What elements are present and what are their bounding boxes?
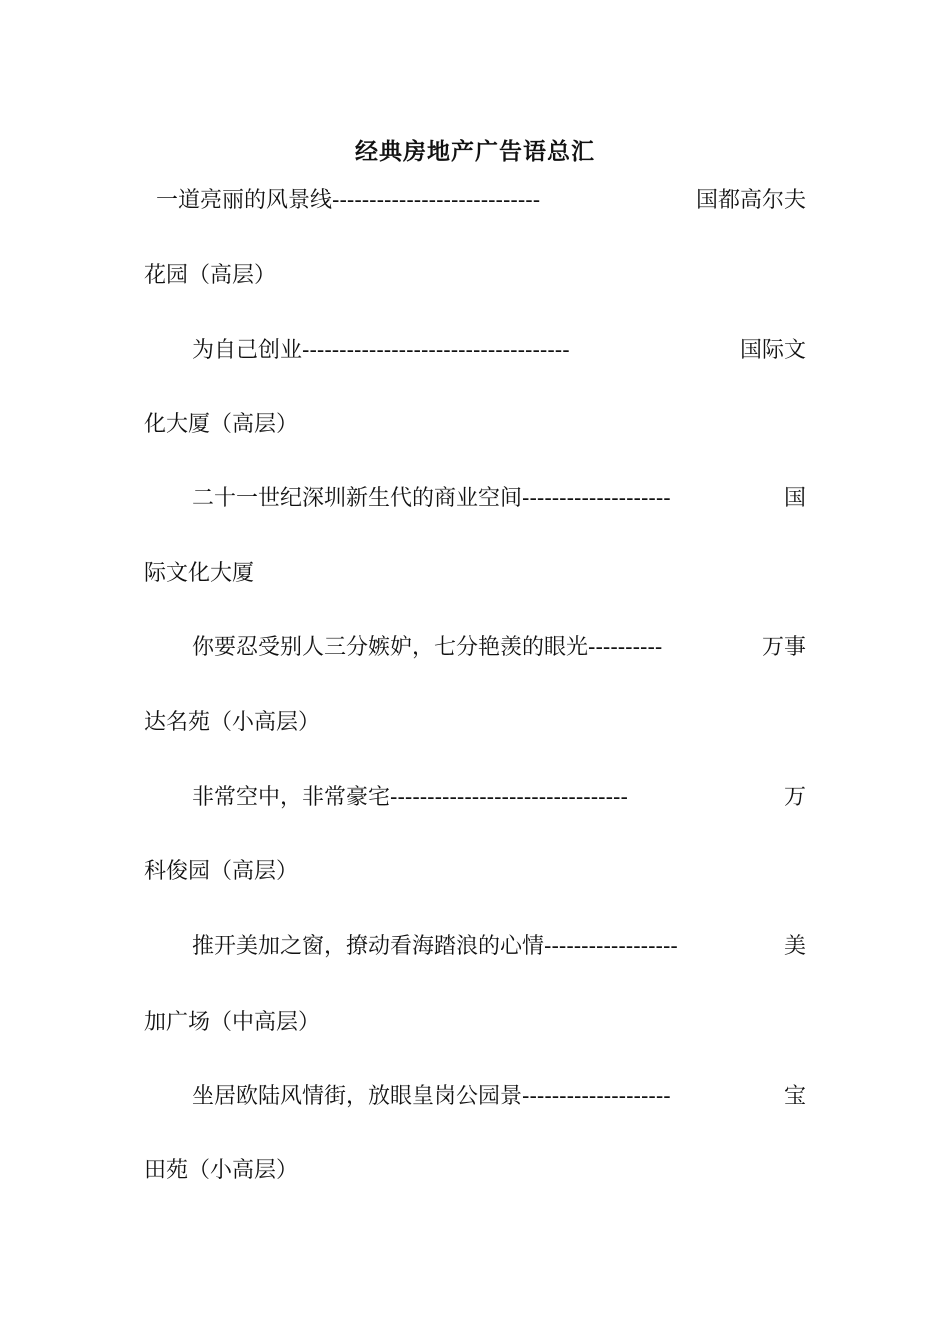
entry-name-continued: 花园（高层） [144,263,277,288]
entry-dashes: ------------------------------------ [302,338,570,363]
entry-slogan: 坐居欧陆风情街，放眼皇岗公园景 [192,1084,523,1109]
entry-line-1 [144,186,806,216]
entry-dashes: ---------- [588,635,663,660]
entry-name-start: 美 [783,934,806,959]
entry-slogan: 为自己创业 [192,338,303,363]
entry-name-continued: 科俊园（高层） [144,859,299,884]
entry-slogan: 二十一世纪深圳新生代的商业空间 [192,486,523,511]
entry-line-3 [144,484,806,514]
entry-line-2 [144,336,806,366]
entry-slogan: 你要忍受别人三分嫉妒，七分艳羡的眼光 [192,635,589,660]
entry-line-5 [144,783,806,813]
entry-name-start: 国际文 [739,338,806,363]
entry-name-start: 国 [783,486,806,511]
entry-name-start: 国都高尔夫 [695,188,806,213]
entry-line-7 [144,1082,806,1112]
entry-line-6 [144,932,806,962]
entry-line-4 [144,633,806,663]
entry-name-continued: 化大厦（高层） [144,412,299,437]
entry-slogan: 一道亮丽的风景线 [156,188,333,213]
entry-name-continued: 加广场（中高层） [144,1010,321,1035]
entry-slogan: 非常空中，非常豪宅 [192,785,391,810]
entry-name-start: 万 [783,785,806,810]
entry-name-start: 宝 [783,1084,806,1109]
entry-dashes: -------------------- [522,486,671,511]
entry-name-start: 万事 [761,635,806,660]
entry-dashes: ---------------------------- [332,188,541,213]
entry-dashes: ------------------ [544,934,678,959]
entry-dashes: -------------------------------- [390,785,628,810]
entry-dashes: -------------------- [522,1084,671,1109]
entry-slogan: 推开美加之窗，撩动看海踏浪的心情 [192,934,545,959]
entry-name-continued: 达名苑（小高层） [144,710,321,735]
document-title: 经典房地产广告语总汇 [355,138,595,165]
entry-name-continued: 田苑（小高层） [144,1158,299,1183]
entry-name-continued: 际文化大厦 [144,561,255,586]
